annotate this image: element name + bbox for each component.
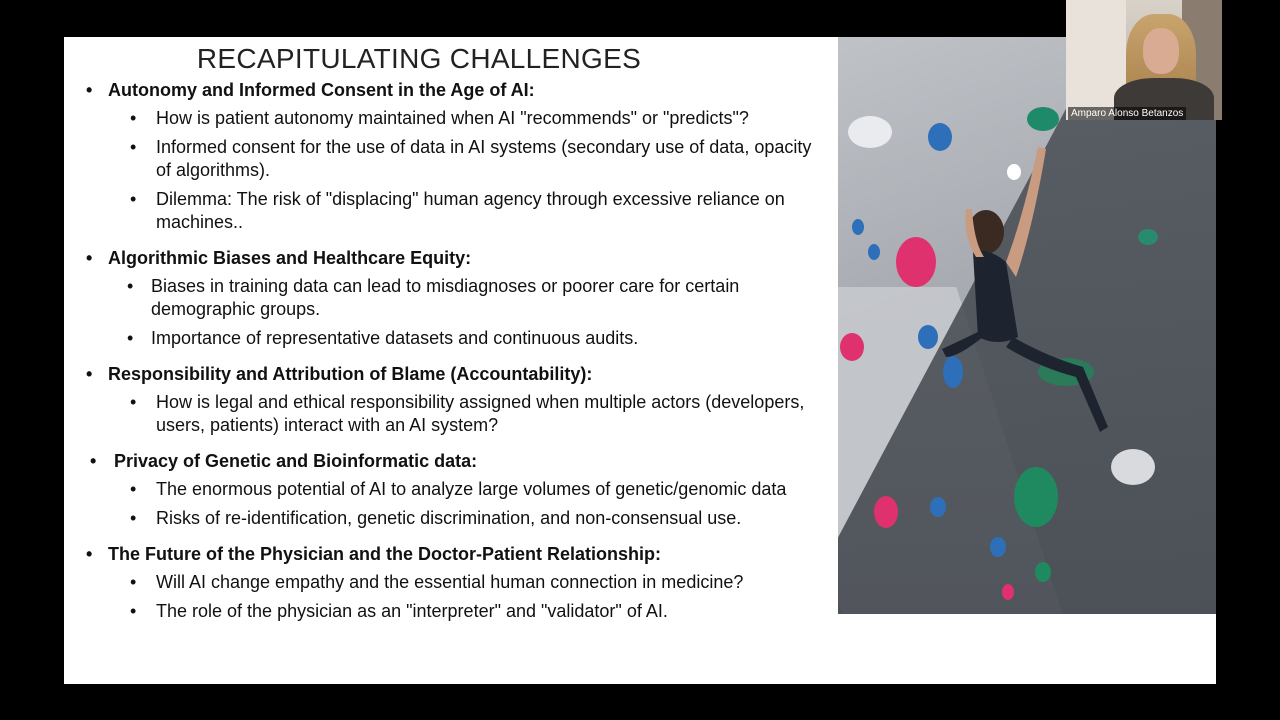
bullet-icon: • [86,364,93,384]
list-item [86,327,816,350]
participant-video[interactable] [1066,0,1222,120]
list-item-text: Informed consent for the use of data in AI systems (secondary use of data, opacity of algorithms). [156,137,812,180]
zoom-watermark: zoom [1098,646,1185,679]
bullet-icon: • [90,451,97,471]
hold [1002,584,1014,600]
hold [874,496,898,528]
hold [1138,229,1158,245]
bullet-icon: • [127,328,134,348]
list-item-text: Biases in training data can lead to misdiagnoses or poorer care for certain demographic groups. [151,276,740,319]
section-heading [86,363,816,385]
bullet-icon: • [130,137,137,157]
section-heading-text: The Future of the Physician and the Doctor-Patient Relationship: [108,544,662,564]
hold [943,356,963,388]
hold [990,537,1006,557]
climber [942,147,1108,432]
hold [896,237,936,287]
hold [1035,562,1051,582]
list-item-text: How is patient autonomy maintained when AI "recommends" or "predicts"? [156,108,749,128]
sub-list [86,107,816,234]
bullet-icon: • [130,601,137,621]
list-item [86,507,816,530]
slide-title: RECAPITULATING CHALLENGES [196,43,642,74]
bullet-icon: • [130,508,137,528]
bullet-icon: • [127,276,134,296]
list-item-text: Dilemma: The risk of "displacing" human agency through excessive reliance on machines.. [156,189,785,232]
sub-list [86,275,816,350]
list-item-text: How is legal and ethical responsibility assigned when multiple actors (developers, users, patients) interact with an AI system? [156,392,805,435]
list-item [86,391,816,437]
list-item [86,136,816,182]
slide-content [86,79,816,636]
bullet-icon: • [130,572,137,592]
list-item [86,107,816,130]
section-heading [86,247,816,269]
section-biases [86,247,816,350]
section-heading [86,450,816,472]
bullet-icon: • [86,544,93,564]
bullet-icon: • [130,189,137,209]
climbing-scene [838,37,1216,614]
list-item-text: Risks of re-identification, genetic discrimination, and non-consensual use. [156,508,742,528]
hold [848,116,892,148]
hold [852,219,864,235]
sub-list [86,571,816,623]
section-heading-text: Privacy of Genetic and Bioinformatic data: [114,451,478,471]
list-item-text: The role of the physician as an "interpreter" and "validator" of AI. [156,601,668,621]
bullet-icon: • [130,392,137,412]
section-heading [86,543,816,565]
participant-name-label: Amparo Alonso Betanzos [1068,107,1186,120]
bullet-icon: • [86,248,93,268]
section-autonomy [86,79,816,234]
list-item [86,275,816,321]
section-privacy [86,450,816,530]
hold [1007,164,1021,180]
list-item [86,571,816,594]
hold [1027,107,1059,131]
participant-face [1143,28,1179,74]
section-heading-text: Algorithmic Biases and Healthcare Equity: [108,248,472,268]
hold [930,497,946,517]
bullet-icon: • [130,108,137,128]
section-future-physician [86,543,816,623]
climbing-wall-photo [838,37,1216,614]
hold [1014,467,1058,527]
hold [1111,449,1155,485]
section-responsibility [86,363,816,437]
hold [928,123,952,151]
hold [918,325,938,349]
hold [868,244,880,260]
sub-list [86,391,816,437]
bullet-icon: • [86,80,93,100]
list-item [86,478,816,501]
hold [840,333,864,361]
list-item [86,600,816,623]
bullet-icon: • [130,479,137,499]
list-item-text: Importance of representative datasets and continuous audits. [151,328,639,348]
list-item-text: Will AI change empathy and the essential human connection in medicine? [156,572,744,592]
list-item-text: The enormous potential of AI to analyze large volumes of genetic/genomic data [156,479,787,499]
sub-list [86,478,816,530]
list-item [86,188,816,234]
section-heading-text: Autonomy and Informed Consent in the Age of AI: [108,80,535,100]
section-heading [86,79,816,101]
section-heading-text: Responsibility and Attribution of Blame (Accountability): [108,364,593,384]
